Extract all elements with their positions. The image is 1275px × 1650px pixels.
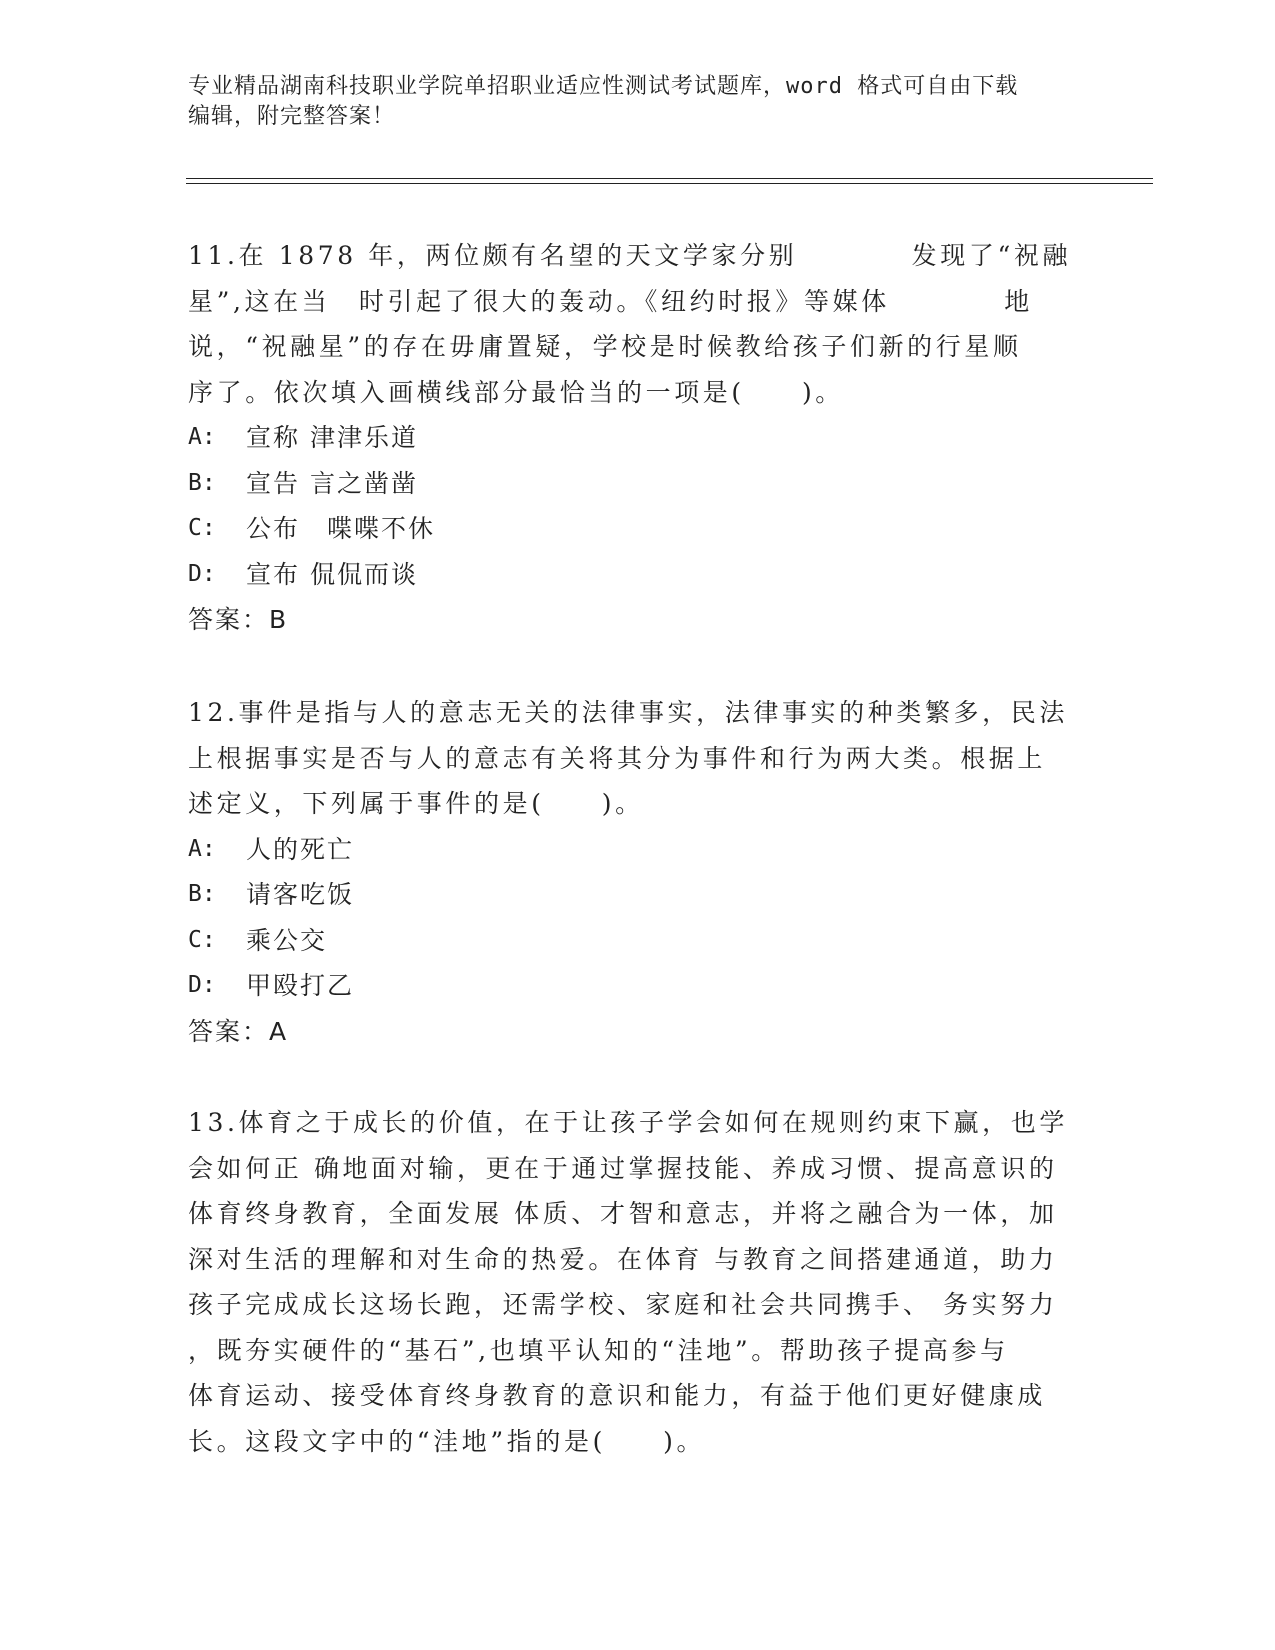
question-stem-line: 体育运动、接受体育终身教育的意识和能力，有益于他们更好健康成 (188, 1381, 1047, 1410)
option-text: 宣称 津津乐道 (246, 423, 418, 452)
option-label: A: (188, 424, 216, 450)
question-stem-line: 13.体育之于成长的价值，在于让孩子学会如何在规则约束下赢，也学 (188, 1108, 1068, 1137)
option-text: 公布 喋喋不休 (246, 514, 436, 543)
option-d (188, 963, 1078, 1009)
option-a (188, 827, 1078, 873)
option-label: C: (188, 926, 216, 953)
question-stem-line: 星”,这在当 时引起了很大的轰动。《纽约时报》等媒体 地 (188, 286, 1033, 316)
option-text: 宣布 侃侃而谈 (246, 559, 418, 589)
question-stem-line: 深对生活的理解和对生命的热爱。在体育 与教育之间搭建通道，助力 (188, 1244, 1058, 1274)
question-stem-line: 11.在 1878 年，两位颇有名望的天文学家分别 发现了“祝融 (188, 241, 1072, 270)
option-c (188, 506, 1078, 552)
question-stem-line: 会如何正 确地面对输，更在于通过掌握技能、养成习惯、提高意识的 (188, 1153, 1058, 1183)
option-label: B: (188, 469, 216, 496)
option-label: D: (188, 972, 216, 998)
question-stem-line: 序了。依次填入画横线部分最恰当的一项是( )。 (188, 377, 844, 407)
option-text: 宣告 言之凿凿 (246, 468, 418, 498)
header-divider-top (186, 178, 1153, 179)
question-stem-line: 长。这段文字中的“洼地”指的是( )。 (188, 1426, 706, 1456)
question-stem-line: 孩子完成成长这场长跑，还需学校、家庭和社会共同携手、 务实努力 (188, 1290, 1058, 1319)
question-12 (188, 690, 1078, 1054)
option-d (188, 552, 1078, 598)
option-label: B: (188, 881, 216, 907)
answer-line: 答案：A (188, 1016, 289, 1046)
question-13 (188, 1100, 1078, 1464)
option-label: C: (188, 515, 216, 541)
option-c (188, 918, 1078, 964)
option-b (188, 461, 1078, 507)
question-stem-line: 述定义，下列属于事件的是( )。 (188, 789, 644, 818)
option-text: 人的死亡 (246, 834, 355, 864)
question-11 (188, 233, 1078, 643)
question-stem-line: ，既夯实硬件的“基石”,也填平认知的“洼地”。帮助孩子提高参与 (188, 1335, 1009, 1365)
option-a (188, 415, 1078, 461)
question-stem-line: 12.事件是指与人的意志无关的法律事实，法律事实的种类繁多，民法 (188, 698, 1068, 727)
document-header (188, 72, 1068, 132)
option-text: 请客吃饭 (246, 880, 355, 909)
option-text: 乘公交 (246, 925, 328, 955)
header-divider-bottom (186, 183, 1153, 184)
question-stem-line: 体育终身教育，全面发展 体质、才智和意志，并将之融合为一体，加 (188, 1199, 1058, 1228)
option-label: D: (188, 560, 216, 587)
answer-line: 答案：B (188, 605, 289, 634)
question-stem-line: 上根据事实是否与人的意志有关将其分为事件和行为两大类。根据上 (188, 743, 1047, 773)
option-b (188, 872, 1078, 918)
question-stem-line: 说，“祝融星”的存在毋庸置疑，学校是时候教给孩子们新的行星顺 (188, 332, 1022, 361)
header-line-2: 编辑，附完整答案！ (188, 104, 396, 129)
option-label: A: (188, 835, 216, 862)
option-text: 甲殴打乙 (246, 971, 355, 1000)
header-line-1: 专业精品湖南科技职业学院单招职业适应性测试考试题库，word 格式可自由下载 (188, 74, 1019, 99)
